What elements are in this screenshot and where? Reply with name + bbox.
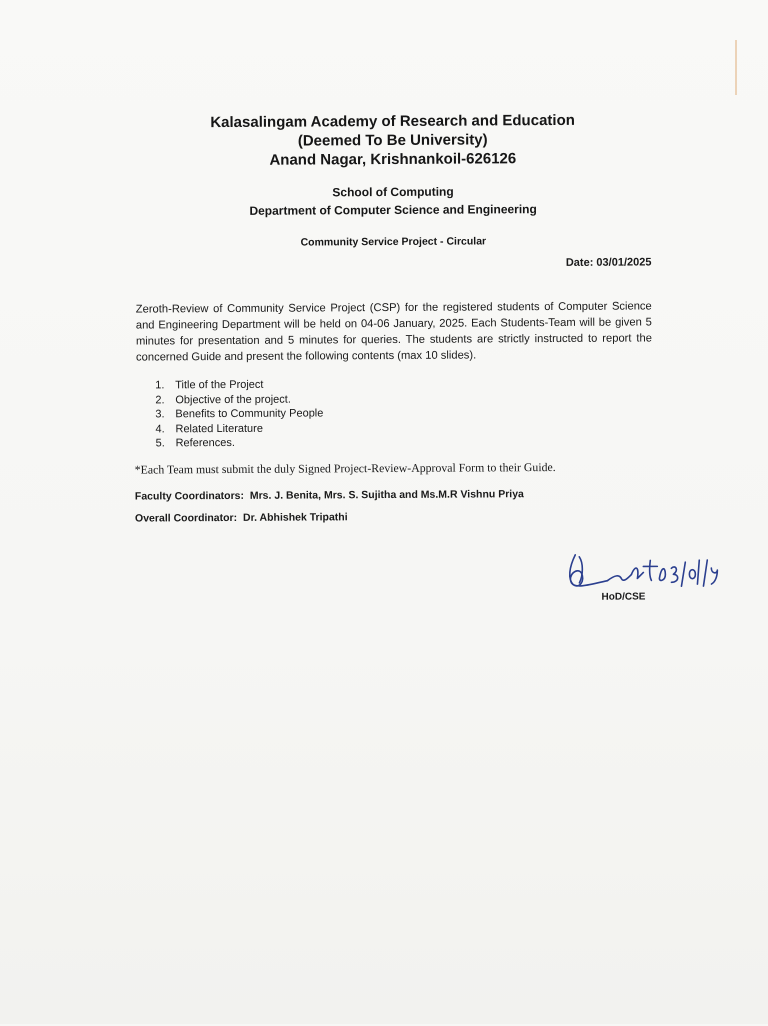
list-item-number: 1.	[155, 379, 165, 392]
list-item-text: Title of the Project	[175, 378, 264, 392]
institution-address: Anand Nagar, Krishnankoil-626126	[269, 150, 517, 169]
faculty-coordinators	[135, 488, 524, 502]
university-status: (Deemed To Be University)	[297, 131, 488, 150]
faculty-coordinators-names: Mrs. J. Benita, Mrs. S. Sujitha and Ms.M.R Vishnu Priya	[249, 488, 524, 502]
contents-list	[155, 377, 323, 451]
list-item	[155, 407, 323, 423]
list-item-text: Related Literature	[175, 422, 263, 436]
list-item	[155, 421, 323, 437]
list-item-number: 4.	[155, 423, 165, 436]
list-item-text: Objective of the project.	[175, 393, 291, 406]
list-item-number: 5.	[155, 437, 165, 450]
list-item-number: 2.	[155, 393, 165, 407]
overall-coordinator	[135, 511, 348, 524]
circular-subject: Community Service Project - Circular	[300, 235, 487, 249]
hod-signature	[561, 544, 731, 595]
list-item-number: 3.	[155, 408, 165, 421]
list-item	[155, 377, 323, 393]
circular-date: Date: 03/01/2025	[565, 256, 652, 269]
department-name: Department of Computer Science and Engineering	[249, 202, 537, 218]
list-item	[156, 436, 324, 452]
overall-coordinator-label: Overall Coordinator:	[134, 511, 238, 525]
overall-coordinator-name: Dr. Abhishek Tripathi	[242, 511, 348, 524]
school-name: School of Computing	[332, 184, 454, 200]
submission-note: *Each Team must submit the duly Signed Project-Review-Approval Form to their Guide.	[134, 459, 556, 477]
circular-paragraph: Zeroth-Review of Community Service Project (CSP) for the registered students of Computer Science and Engineering Department will be held on 04-06 January, 2025. Each Students-Team will be given 5 minutes for presentation and 5 minutes for queries. The students are strictly instructed to report the concerned Guide and present the following contents (max 10 slides).	[135, 300, 652, 364]
institution-name: Kalasalingam Academy of Research and Education	[210, 111, 575, 132]
hod-designation: HoD/CSE	[601, 591, 646, 603]
list-item-text: Benefits to Community People	[175, 407, 324, 421]
list-item	[155, 392, 323, 408]
faculty-coordinators-label: Faculty Coordinators:	[134, 489, 245, 503]
list-item-text: References.	[175, 437, 235, 450]
